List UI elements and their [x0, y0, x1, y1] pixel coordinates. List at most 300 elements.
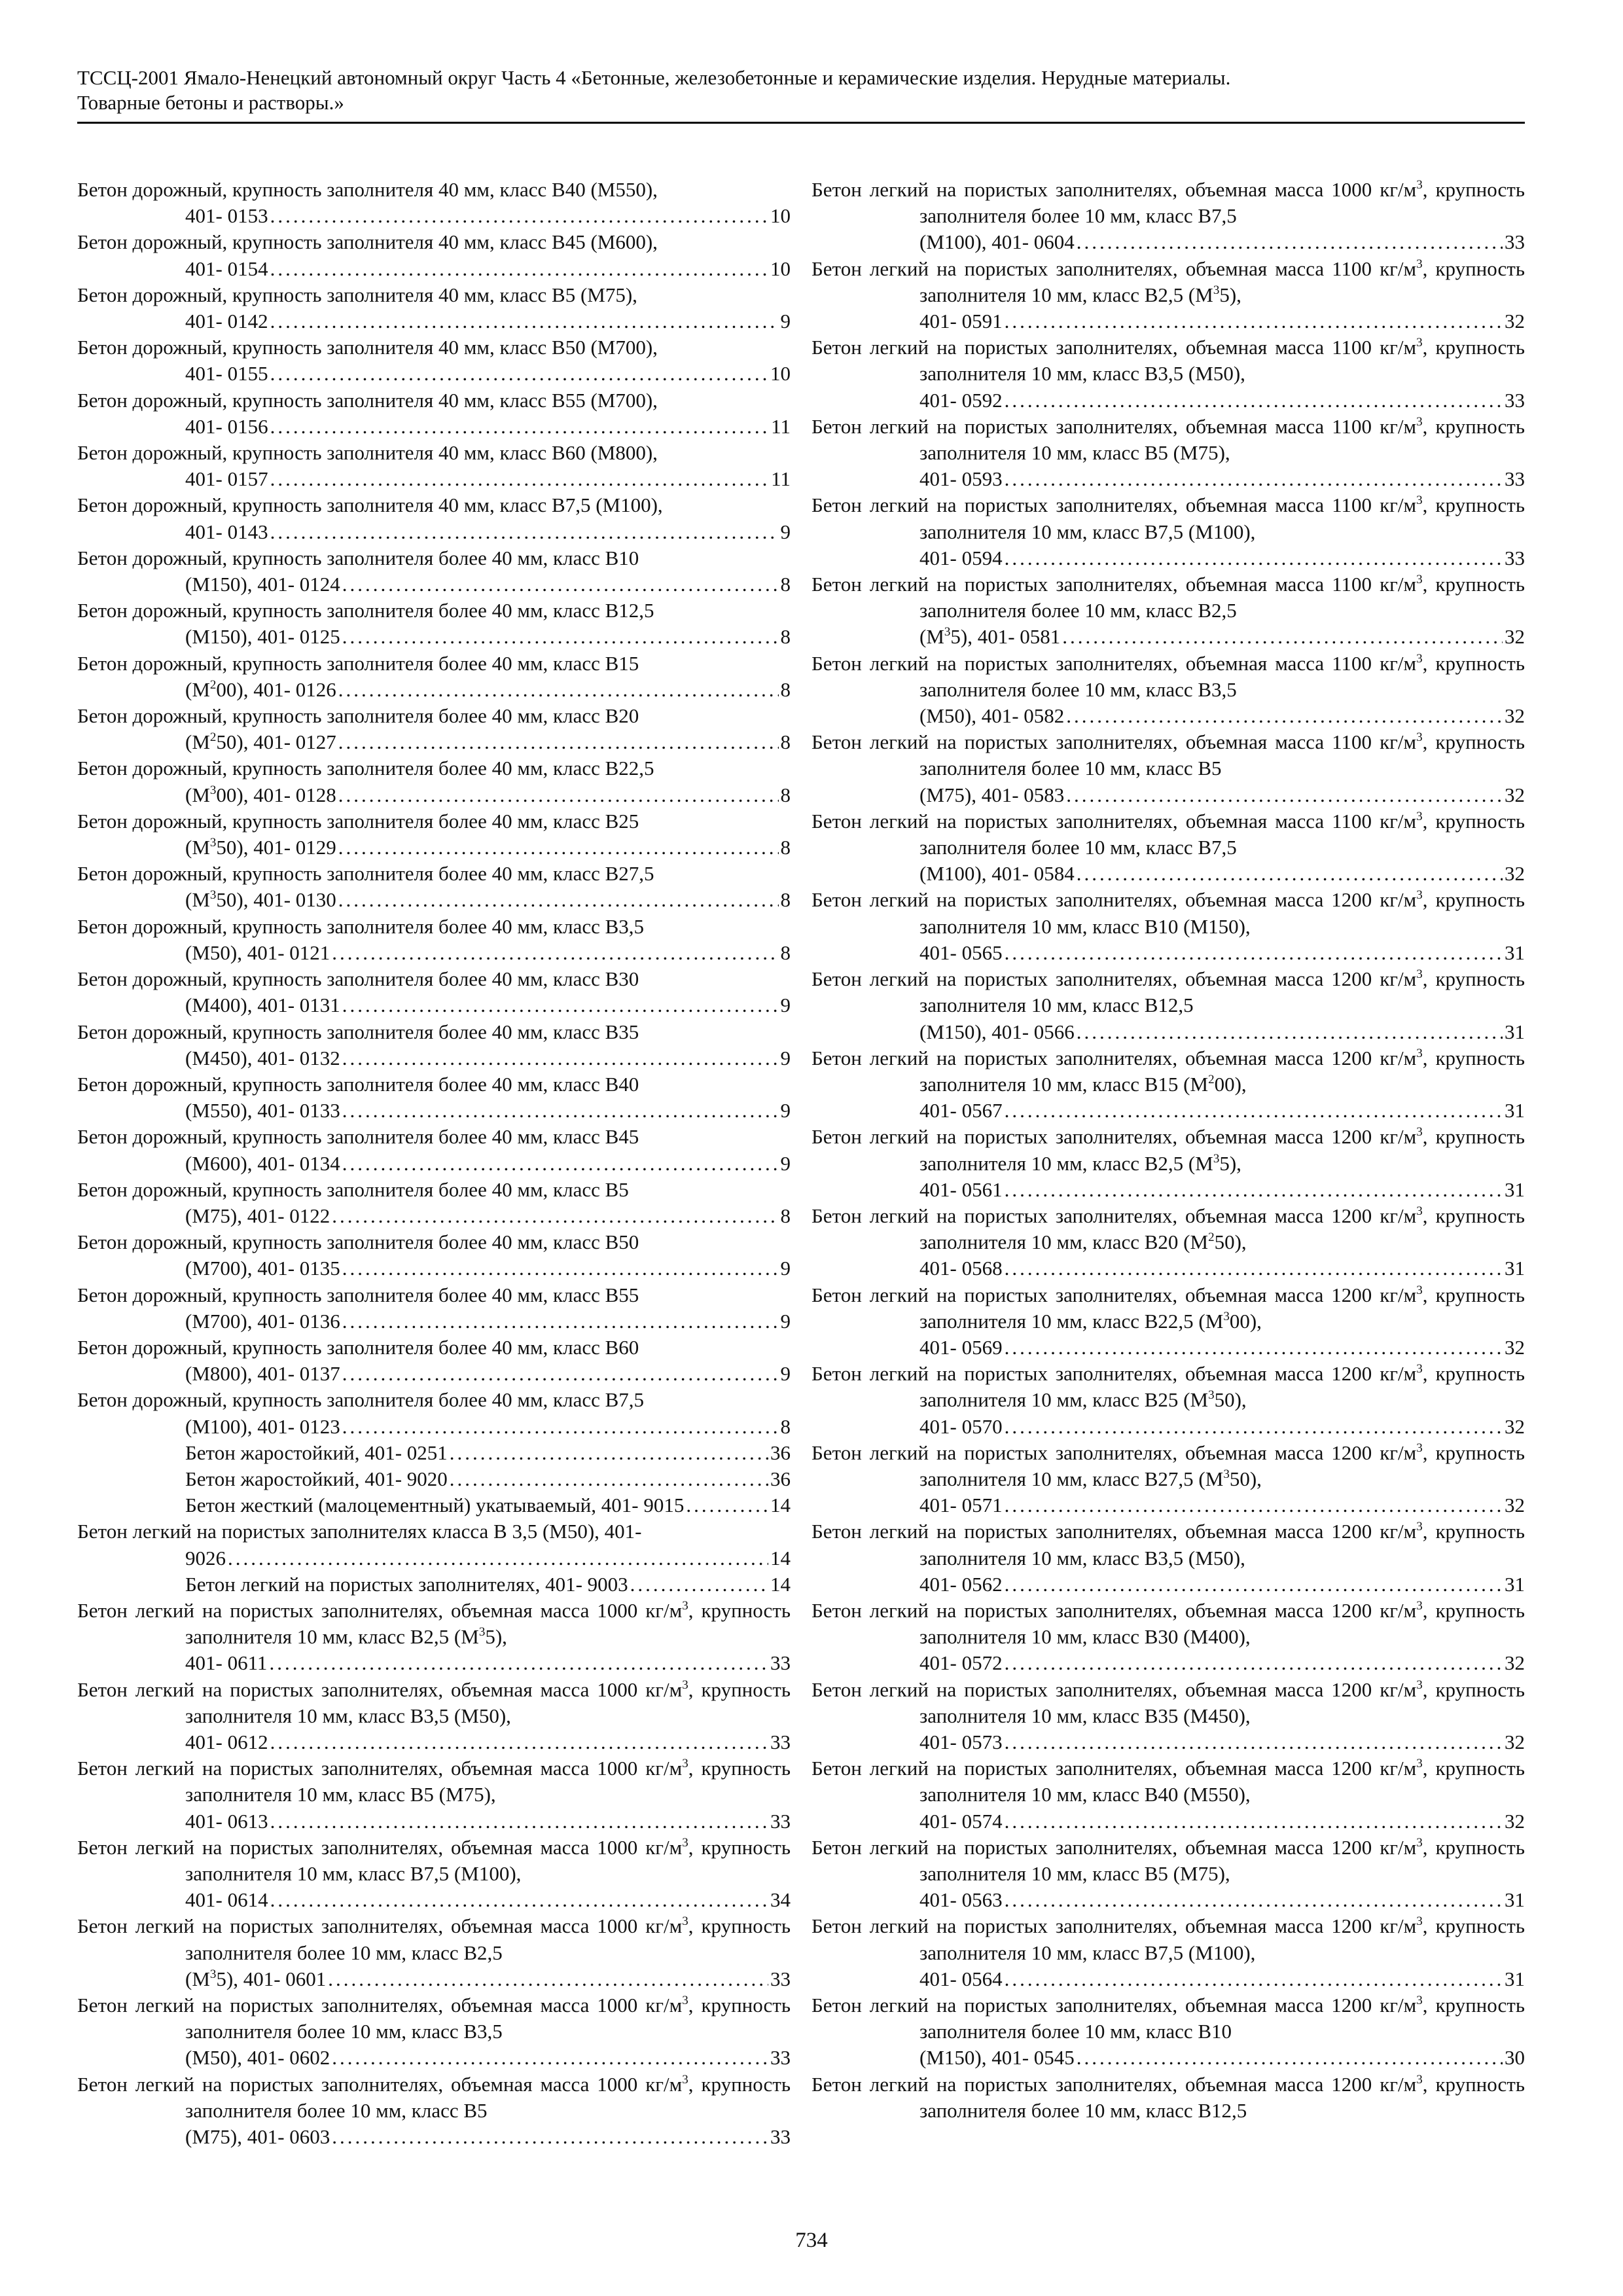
entry-lead: Бетон дорожный, крупность заполнителя более 40 мм, класс В35: [77, 1020, 639, 1043]
index-entry: [77, 1755, 791, 1835]
index-entry: [77, 1019, 791, 1071]
entry-page-number: 9: [780, 310, 791, 333]
superscript: 3: [1223, 1467, 1230, 1481]
entry-leader-line: [919, 1808, 1525, 1835]
entry-lead: Бетон легкий на пористых заполнителях класса В 3,5 (М50), 401-: [77, 1520, 642, 1543]
entry-code: 401- 0591: [919, 310, 1003, 333]
entry-lead: Бетон дорожный, крупность заполнителя 40 мм, класс В40 (М550),: [77, 178, 658, 201]
index-entry: [77, 1387, 791, 1439]
entry-code: (М550), 401- 0133: [185, 1099, 340, 1122]
entry-code: 401- 0612: [185, 1730, 268, 1753]
superscript: 3: [1416, 1598, 1423, 1613]
entry-leader-line: [919, 387, 1525, 414]
entry-lead: Бетон легкий на пористых заполнителях, объемная масса 1100: [812, 414, 1380, 438]
dot-leader: [270, 1887, 768, 1913]
dot-leader: [270, 1729, 768, 1755]
entry-lead: Бетон легкий на пористых заполнителях, объемная масса 1200: [812, 1757, 1380, 1780]
entry-code: 401- 0156: [185, 414, 268, 438]
dot-leader: [1005, 1255, 1503, 1282]
entry-lead: Бетон легкий на пористых заполнителях, объемная масса 1000: [77, 1677, 646, 1701]
entry-page-number: 34: [770, 1888, 791, 1912]
superscript: 3: [1213, 1151, 1220, 1166]
dot-leader: [270, 308, 779, 334]
entry-page-number: 8: [780, 573, 791, 596]
index-entry: [77, 1677, 791, 1756]
entry-lead: Бетон дорожный, крупность заполнителя 40 мм, класс В45 (М600),: [77, 230, 658, 254]
entry-mid: $кг/м^3$, крупность заполнителя более 10 мм, класс В10: [919, 1994, 1525, 2043]
superscript: 3: [1416, 1994, 1423, 2008]
entry-mid: $кг/м^3$, крупность заполнителя 10 мм, класс В5 (М75),: [919, 1835, 1525, 1885]
dot-leader: [332, 2124, 768, 2150]
header-line-2: Товарные бетоны и растворы.»: [77, 91, 344, 114]
entry-leader-line: [919, 1966, 1525, 1992]
entry-page-number: 33: [770, 1651, 791, 1675]
entry-page-number: 32: [1505, 1730, 1525, 1753]
entry-leader-line: [185, 677, 791, 703]
entry-lead: Бетон дорожный, крупность заполнителя более 40 мм, класс В40: [77, 1072, 639, 1096]
entry-page-number: 9: [780, 1362, 791, 1386]
entry-code: 401- 0562: [919, 1572, 1003, 1596]
dot-leader: [1005, 1650, 1503, 1676]
entry-lead: Бетон дорожный, крупность заполнителя более 40 мм, класс В60: [77, 1335, 639, 1359]
entry-mid: $кг/м^3$, крупность заполнителя более 10 мм, класс В3,5: [919, 651, 1525, 701]
index-entry: [77, 598, 791, 650]
entry-leader-line: [919, 1255, 1525, 1282]
index-entry: [77, 1518, 791, 1571]
entry-leader-line: [185, 1440, 791, 1466]
entry-page-number: 31: [1505, 1099, 1525, 1122]
superscript: 3: [1416, 730, 1423, 745]
superscript: 3: [1416, 1520, 1423, 1534]
dot-leader: [1005, 387, 1503, 414]
entry-code: (М50), 401- 0121: [185, 941, 330, 964]
superscript: 3: [1213, 283, 1220, 297]
entry-lead: Бетон дорожный, крупность заполнителя более 40 мм, класс В3,5: [77, 914, 645, 938]
entry-mid: $кг/м^3$, крупность заполнителя 10 мм, класс В20 $(М^250)$,: [919, 1204, 1525, 1254]
entry-leader-line: [185, 361, 791, 387]
entry-code: $(М^350)$, 401- 0129: [185, 836, 336, 859]
entry-page-number: 8: [780, 1414, 791, 1438]
entry-code: 401- 0567: [919, 1099, 1003, 1122]
entry-leader-line: [185, 1098, 791, 1124]
dot-leader: [338, 834, 779, 861]
superscript: 3: [1416, 2072, 1423, 2087]
entry-code: $(М^200)$, 401- 0126: [185, 677, 336, 701]
superscript: 3: [1416, 1441, 1423, 1455]
superscript: 3: [1416, 573, 1423, 587]
dot-leader: [1005, 545, 1503, 571]
entry-lead: Бетон легкий на пористых заполнителях, объемная масса 1000: [77, 1994, 646, 2017]
index-entry: [812, 1992, 1525, 2072]
page-number: 734: [795, 2229, 828, 2252]
entry-lead: Бетон дорожный, крупность заполнителя более 40 мм, класс В50: [77, 1230, 639, 1254]
dot-leader: [338, 782, 779, 808]
entry-lead: Бетон легкий на пористых заполнителях, объемная масса 1100: [812, 336, 1380, 359]
index-entry: [77, 1335, 791, 1387]
entry-code: (М150), 401- 0124: [185, 573, 340, 596]
entry-page-number: 33: [770, 1967, 791, 1990]
entry-code: (М100), 401- 0604: [919, 230, 1075, 254]
superscript: 3: [1208, 1388, 1215, 1403]
entry-page-number: 31: [1505, 1967, 1525, 1990]
entry-leader-line: [185, 2045, 791, 2071]
index-entry: [77, 651, 791, 703]
index-column-left: [77, 177, 791, 2150]
entry-page-number: 33: [770, 2046, 791, 2070]
entry-leader-line: [185, 1308, 791, 1335]
entry-page-number: 8: [780, 888, 791, 912]
entry-leader-line: [919, 466, 1525, 492]
index-entry: [812, 1598, 1525, 1677]
entry-lead: Бетон легкий на пористых заполнителях, объемная масса 1200: [812, 1125, 1380, 1149]
entry-lead: Бетон дорожный, крупность заполнителя более 40 мм, класс В7,5: [77, 1388, 645, 1412]
superscript: 3: [682, 1835, 688, 1850]
entry-mid: $кг/м^3$, крупность заполнителя более 10 мм, класс В7,5: [919, 809, 1525, 859]
dot-leader: [1005, 466, 1503, 492]
entry-lead: Бетон легкий на пористых заполнителях, объемная масса 1200: [812, 1677, 1380, 1701]
entry-leader-line: [185, 1887, 791, 1913]
dot-leader: [1066, 703, 1503, 729]
entry-mid: $кг/м^3$, крупность заполнителя более 10 мм, класс В7,5: [919, 178, 1525, 228]
entry-lead: Бетон легкий на пористых заполнителях, объемная масса 1200: [812, 888, 1380, 912]
dot-leader: [332, 1203, 778, 1229]
entry-lead: Бетон дорожный, крупность заполнителя 40 мм, класс В7,5 (М100),: [77, 493, 663, 517]
index-entry: [77, 334, 791, 387]
entry-code: 401- 0593: [919, 467, 1003, 491]
index-entry: [77, 1835, 791, 1914]
entry-lead: Бетон легкий на пористых заполнителях, объемная масса 1100: [812, 809, 1380, 833]
header-line-1: ТССЦ-2001 Ямало-Ненецкий автономный округ Часть 4 «Бетонные, железобетонные и керамические изделия. Нерудные материалы.: [77, 66, 1231, 89]
entry-lead: Бетон легкий на пористых заполнителях, объемная масса 1100: [812, 493, 1380, 517]
entry-mid: $кг/м^3$, крупность заполнителя 10 мм, класс В22,5 $(М^300)$,: [919, 1283, 1525, 1333]
entry-page-number: 11: [771, 414, 791, 438]
index-entry: [812, 1755, 1525, 1835]
entry-code: 401- 0574: [919, 1809, 1003, 1833]
entry-leader-line: [185, 256, 791, 282]
entry-page-number: 32: [1505, 1494, 1525, 1517]
entry-leader-line: [919, 624, 1525, 650]
entry-code: Бетон легкий на пористых заполнителях, 401- 9003: [185, 1572, 628, 1596]
dot-leader: [1077, 229, 1503, 255]
index-entry: [77, 1282, 791, 1335]
entry-leader-line: [185, 1361, 791, 1387]
superscript: 3: [1223, 1309, 1230, 1323]
dot-leader: [1077, 2045, 1503, 2071]
entry-leader-line: [919, 1571, 1525, 1598]
entry-lead: Бетон легкий на пористых заполнителях, объемная масса 1200: [812, 1520, 1380, 1543]
entry-page-number: 31: [1505, 1572, 1525, 1596]
index-entry: [77, 177, 791, 229]
entry-code: 401- 0611: [185, 1651, 268, 1675]
index-column-right: [812, 177, 1525, 2124]
entry-page-number: 9: [780, 520, 791, 543]
entry-lead: Бетон легкий на пористых заполнителях, объемная масса 1100: [812, 257, 1380, 280]
superscript: 3: [1416, 257, 1423, 271]
index-entry: [812, 1835, 1525, 1914]
index-entry: [77, 1440, 791, 1466]
superscript: 3: [1416, 1914, 1423, 1929]
index-entry: [77, 808, 791, 861]
entry-leader-line: [919, 1335, 1525, 1361]
entry-code: 401- 0594: [919, 546, 1003, 569]
entry-code: (М600), 401- 0134: [185, 1151, 340, 1175]
index-entry: [77, 282, 791, 334]
entry-lead: Бетон дорожный, крупность заполнителя более 40 мм, класс В30: [77, 967, 639, 991]
entry-leader-line: [185, 940, 791, 966]
superscript: 3: [209, 888, 217, 903]
entry-code: (М150), 401- 0566: [919, 1020, 1075, 1043]
entry-lead: Бетон дорожный, крупность заполнителя более 40 мм, класс В45: [77, 1125, 639, 1149]
entry-code: 401- 0153: [185, 204, 268, 228]
entry-leader-line: [185, 1466, 791, 1492]
entry-page-number: 33: [1505, 388, 1525, 412]
entry-mid: $кг/м^3$, крупность заполнителя более 10 мм, класс В3,5: [185, 1994, 791, 2043]
entry-mid: $кг/м^3$, крупность заполнителя более 10 мм, класс В5: [919, 730, 1525, 780]
entry-mid: $кг/м^3$, крупность заполнителя 10 мм, класс В25 $(М^350)$,: [919, 1362, 1525, 1412]
superscript: 3: [1416, 1125, 1423, 1139]
entry-leader-line: [185, 1203, 791, 1229]
dot-leader: [270, 519, 779, 545]
superscript: 3: [1416, 1204, 1423, 1218]
entry-page-number: 14: [770, 1546, 791, 1570]
entry-leader-line: [185, 1151, 791, 1177]
entry-lead: Бетон дорожный, крупность заполнителя более 40 мм, класс В12,5: [77, 599, 654, 622]
entry-leader-line: [919, 1887, 1525, 1913]
entry-leader-line: [185, 2124, 791, 2150]
index-entry: [77, 1177, 791, 1229]
entry-lead: Бетон легкий на пористых заполнителях, объемная масса 1200: [812, 1204, 1380, 1227]
entry-mid: $кг/м^3$, крупность заполнителя 10 мм, класс В5 (М75),: [185, 1757, 791, 1806]
superscript: 3: [1416, 1046, 1423, 1060]
index-entry: [77, 703, 791, 755]
entry-page-number: 8: [780, 730, 791, 754]
entry-page-number: 10: [770, 257, 791, 280]
entry-code: 401- 0563: [919, 1888, 1003, 1912]
entry-page-number: 8: [780, 625, 791, 649]
dot-leader: [342, 571, 779, 598]
entry-lead: Бетон легкий на пористых заполнителях, объемная масса 1200: [812, 1914, 1380, 1938]
entry-leader-line: [919, 229, 1525, 255]
superscript: 3: [1416, 1835, 1423, 1850]
entry-page-number: 8: [780, 783, 791, 806]
entry-page-number: 8: [780, 677, 791, 701]
index-entry: [77, 229, 791, 281]
entry-leader-line: [919, 545, 1525, 571]
entry-mid: $кг/м^3$, крупность заполнителя 10 мм, класс В5 (М75),: [919, 414, 1525, 465]
entry-mid: $кг/м^3$, крупность заполнителя более 10 мм, класс В2,5: [185, 1914, 791, 1964]
entry-lead: Бетон легкий на пористых заполнителях, объемная масса 1200: [812, 1598, 1380, 1622]
dot-leader: [270, 414, 770, 440]
dot-leader: [1005, 1414, 1503, 1440]
index-entry: [77, 755, 791, 808]
entry-leader-line: [919, 1492, 1525, 1518]
entry-page-number: 32: [1505, 1809, 1525, 1833]
entry-code: (М700), 401- 0135: [185, 1257, 340, 1280]
entry-leader-line: [919, 1729, 1525, 1755]
superscript: 3: [1416, 1677, 1423, 1692]
superscript: 2: [1208, 1230, 1215, 1245]
superscript: 2: [1208, 1072, 1215, 1086]
entry-lead: Бетон легкий на пористых заполнителях, объемная масса 1200: [812, 1835, 1380, 1859]
superscript: 3: [1416, 493, 1423, 508]
entry-code: (М800), 401- 0137: [185, 1362, 340, 1386]
entry-mid: $кг/м^3$, крупность заполнителя 10 мм, класс В7,5 (М100),: [919, 1914, 1525, 1964]
entry-lead: Бетон дорожный, крупность заполнителя более 40 мм, класс В5: [77, 1177, 629, 1201]
entry-page-number: 8: [780, 941, 791, 964]
entry-code: 401- 0570: [919, 1414, 1003, 1438]
index-entry: [812, 256, 1525, 335]
dot-leader: [1005, 1966, 1503, 1992]
dot-leader: [686, 1492, 768, 1518]
entry-mid: $кг/м^3$, крупность заполнителя 10 мм, класс В7,5 (М100),: [185, 1835, 791, 1885]
dot-leader: [342, 1098, 779, 1124]
index-entry: [812, 334, 1525, 414]
dot-leader: [1005, 940, 1503, 966]
entry-code: Бетон жаростойкий, 401- 0251: [185, 1441, 448, 1464]
entry-page-number: 14: [770, 1494, 791, 1517]
entry-code: 9026: [185, 1546, 226, 1570]
entry-code: (М150), 401- 0125: [185, 625, 340, 649]
entry-page-number: 11: [771, 467, 791, 491]
entry-lead: Бетон легкий на пористых заполнителях, объемная масса 1000: [77, 1835, 646, 1859]
entry-leader-line: [185, 1571, 791, 1598]
entry-code: 401- 0568: [919, 1257, 1003, 1280]
entry-page-number: 9: [780, 1257, 791, 1280]
entry-code: 401- 0573: [919, 1730, 1003, 1753]
entry-code: (М50), 401- 0602: [185, 2046, 330, 2070]
index-entry: [77, 1071, 791, 1124]
entry-page-number: 32: [1505, 310, 1525, 333]
entry-code: (М75), 401- 0583: [919, 783, 1065, 806]
dot-leader: [1005, 1887, 1503, 1913]
entry-code: (М400), 401- 0131: [185, 994, 340, 1017]
superscript: 3: [1416, 809, 1423, 823]
entry-page-number: 9: [780, 994, 791, 1017]
entry-lead: Бетон легкий на пористых заполнителях, объемная масса 1100: [812, 730, 1380, 754]
entry-mid: $кг/м^3$, крупность заполнителя 10 мм, класс В3,5 (М50),: [185, 1677, 791, 1727]
dot-leader: [342, 1361, 779, 1387]
entry-lead: Бетон дорожный, крупность заполнителя более 40 мм, класс В10: [77, 546, 639, 569]
index-entry: [812, 1045, 1525, 1124]
superscript: 3: [209, 836, 217, 850]
index-entry: [812, 966, 1525, 1045]
entry-code: 401- 0142: [185, 310, 268, 333]
dot-leader: [342, 1045, 779, 1071]
dot-leader: [342, 1308, 779, 1335]
entry-page-number: 32: [1505, 1651, 1525, 1675]
entry-code: 401- 0565: [919, 941, 1003, 964]
entry-lead: Бетон легкий на пористых заполнителях, объемная масса 1200: [812, 1441, 1380, 1464]
entry-mid: $кг/м^3$, крупность заполнителя 10 мм, класс В3,5 (М50),: [919, 336, 1525, 386]
entry-lead: Бетон дорожный, крупность заполнителя более 40 мм, класс В22,5: [77, 757, 654, 780]
entry-leader-line: [185, 1255, 791, 1282]
entry-page-number: 32: [1505, 783, 1525, 806]
entry-code: (М75), 401- 0122: [185, 1204, 330, 1227]
entry-leader-line: [185, 1729, 791, 1755]
entry-code: $(М^250)$, 401- 0127: [185, 730, 336, 754]
index-entry: [812, 651, 1525, 730]
dot-leader: [270, 361, 768, 387]
entry-lead: Бетон легкий на пористых заполнителях, объемная масса 1200: [812, 1362, 1380, 1386]
index-entry: [812, 1203, 1525, 1282]
entry-lead: Бетон легкий на пористых заполнителях, объемная масса 1100: [812, 651, 1380, 675]
dot-leader: [270, 203, 768, 229]
index-entry: [77, 440, 791, 492]
index-entry: [77, 1124, 791, 1176]
entry-page-number: 8: [780, 1204, 791, 1227]
dot-leader: [270, 256, 768, 282]
entry-leader-line: [919, 308, 1525, 334]
entry-lead: Бетон легкий на пористых заполнителях, объемная масса 1000: [812, 178, 1380, 201]
entry-lead: Бетон дорожный, крупность заполнителя более 40 мм, класс В55: [77, 1283, 639, 1306]
entry-mid: $кг/м^3$, крупность заполнителя более 10 мм, класс В12,5: [919, 2072, 1525, 2122]
index-entry: [812, 177, 1525, 256]
index-entry: [812, 1677, 1525, 1756]
entry-mid: $кг/м^3$, крупность заполнителя 10 мм, класс В27,5 $(М^350)$,: [919, 1441, 1525, 1490]
superscript: 3: [1416, 414, 1423, 429]
entry-page-number: 31: [1505, 1020, 1525, 1043]
index-entry: [812, 1440, 1525, 1519]
entry-code: (М100), 401- 0584: [919, 862, 1075, 886]
index-entry: [812, 1361, 1525, 1440]
index-entry: [812, 729, 1525, 808]
index-entry: [77, 966, 791, 1018]
entry-page-number: 33: [1505, 546, 1525, 569]
entry-leader-line: [185, 887, 791, 913]
dot-leader: [342, 992, 779, 1018]
entry-mid: $кг/м^3$, крупность заполнителя более 10 мм, класс В2,5: [919, 573, 1525, 622]
entry-page-number: 10: [770, 362, 791, 386]
entry-code: (М75), 401- 0603: [185, 2125, 330, 2149]
entry-mid: $кг/м^3$, крупность заполнителя более 10 мм, класс В5: [185, 2072, 791, 2122]
index-entry: [77, 545, 791, 598]
entry-lead: Бетон дорожный, крупность заполнителя 40 мм, класс В60 (М800),: [77, 441, 658, 465]
entry-leader-line: [919, 782, 1525, 808]
dot-leader: [332, 2045, 768, 2071]
index-entry: [812, 492, 1525, 571]
dot-leader: [342, 1151, 779, 1177]
index-entry: [812, 887, 1525, 966]
entry-page-number: 33: [1505, 467, 1525, 491]
entry-lead: Бетон дорожный, крупность заполнителя 40 мм, класс В50 (М700),: [77, 336, 658, 359]
superscript: 3: [682, 1914, 688, 1929]
entry-lead: Бетон легкий на пористых заполнителях, объемная масса 1200: [812, 967, 1380, 991]
dot-leader: [269, 1650, 768, 1676]
dot-leader: [338, 729, 779, 755]
entry-code: Бетон жесткий (малоцементный) укатываемый, 401- 9015: [185, 1494, 685, 1517]
entry-page-number: 33: [1505, 230, 1525, 254]
entry-leader-line: [185, 782, 791, 808]
entry-code: 401- 0614: [185, 1888, 268, 1912]
superscript: 3: [682, 1677, 688, 1692]
entry-code: 401- 0154: [185, 257, 268, 280]
superscript: 3: [1416, 1283, 1423, 1297]
index-entry: [77, 861, 791, 913]
dot-leader: [338, 887, 779, 913]
entry-page-number: 14: [770, 1572, 791, 1596]
index-entry: [77, 1571, 791, 1598]
dot-leader: [450, 1466, 768, 1492]
entry-mid: $кг/м^3$, крупность заполнителя 10 мм, класс В12,5: [919, 967, 1525, 1017]
dot-leader: [342, 1255, 779, 1282]
entry-lead: Бетон легкий на пористых заполнителях, объемная масса 1000: [77, 2072, 646, 2096]
dot-leader: [228, 1545, 768, 1571]
entry-lead: Бетон легкий на пористых заполнителях, объемная масса 1100: [812, 573, 1380, 596]
superscript: 2: [209, 730, 217, 745]
dot-leader: [270, 1808, 768, 1835]
entry-code: $(М^35)$, 401- 0601: [185, 1967, 327, 1990]
page-header: [77, 65, 1525, 115]
